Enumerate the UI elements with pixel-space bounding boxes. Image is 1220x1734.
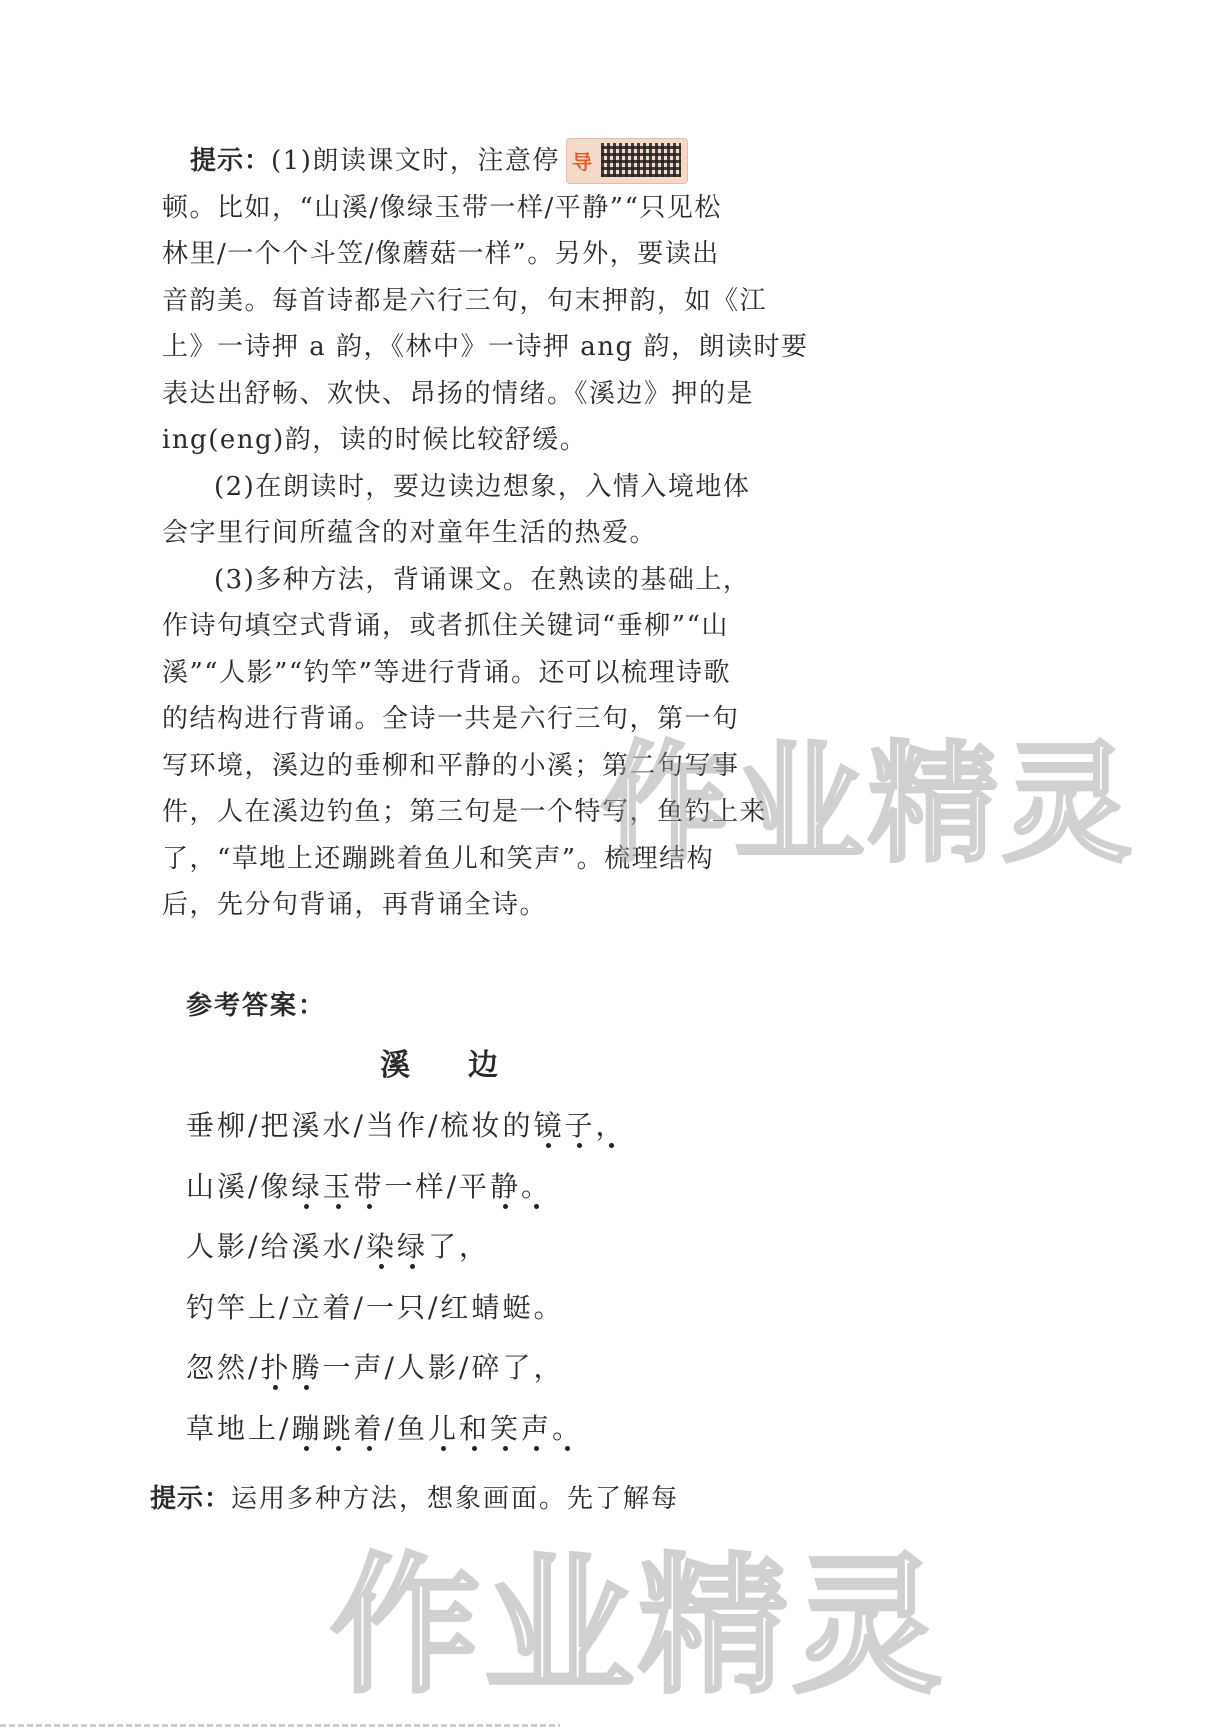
hint-line-15: 了，“草地上还蹦跳着鱼儿和笑声”。梳理结构 (162, 843, 715, 874)
hint-line-8: 会字里行间所蕴含的对童年生活的热爱。 (162, 518, 658, 548)
watermark-bottom: 作业精灵 (330, 1540, 947, 1714)
emphasis-char: 腾 (291, 1351, 323, 1384)
hint-line-0: 提示：(1)朗读课文时，注意停 (190, 146, 560, 176)
guide-char: 导 (572, 150, 592, 174)
emphasis-char: 。 (521, 1169, 553, 1203)
hint-bottom-text: 运用多种方法，想象画面。先了解每 (231, 1484, 680, 1514)
poem-line-4: 钓竿上/立着/一只/红蜻蜓。 (186, 1290, 565, 1324)
poem-line-5: 忽然/扑腾一声/人影/碎了， (186, 1351, 565, 1384)
emphasis-char: 染 (365, 1230, 397, 1263)
hint-block-top (162, 138, 809, 929)
emphasis-char: 扑 (260, 1351, 292, 1384)
hint-line-13: 写环境，溪边的垂柳和平静的小溪；第二句写事 (162, 750, 740, 781)
emphasis-char: 带 (353, 1169, 385, 1203)
hint-line-11: 溪”“人影”“钓竿”等进行背诵。还可以梳理诗歌 (162, 657, 731, 688)
emphasis-char: 和 (459, 1411, 491, 1445)
emphasis-char: 儿 (427, 1411, 459, 1445)
hint-line-2: 林里/一个个斗笠/像蘑菇一样”。另外，要读出 (162, 239, 720, 269)
poem-line-6: 草地上/蹦跳着/鱼儿和笑声。 (186, 1411, 584, 1445)
emphasis-char: 。 (552, 1411, 584, 1445)
emphasis-char: 跳 (322, 1411, 354, 1445)
hint-line-14: 件，人在溪边钓鱼；第三句是一个特写，鱼钓上来 (162, 797, 768, 827)
emphasis-char: 静 (490, 1169, 522, 1203)
hint-line-7: (2)在朗读时，要边读边想象，入情入境地体 (214, 471, 751, 502)
emphasis-char: 着 (353, 1411, 385, 1445)
emphasis-char: 蹦 (291, 1411, 323, 1445)
emphasis-char: 绿 (291, 1169, 323, 1203)
emphasis-char: 子 (564, 1109, 596, 1142)
hint-line-12: 的结构进行背诵。全诗一共是六行三句，第一句 (162, 704, 740, 734)
poem-line-1: 垂柳/把溪水/当作/梳妆的镜子， (186, 1109, 627, 1142)
emphasis-char: 笑 (490, 1411, 522, 1445)
hint-line-16: 后，先分句背诵，再背诵全诗。 (162, 890, 548, 920)
poem (186, 1096, 627, 1459)
poem-line-2: 山溪/像绿玉带一样/平静。 (186, 1169, 553, 1203)
watermark-top: 作业精灵 (600, 728, 1137, 880)
poem-title: 溪边 (380, 1048, 556, 1083)
hint-line-5: 表达出舒畅、欢快、昂扬的情绪。《溪边》押的是 (162, 378, 755, 409)
emphasis-char: ， (595, 1109, 627, 1142)
footer-strip (0, 1724, 560, 1727)
hint-bottom-label: 提示： (150, 1484, 232, 1514)
emphasis-char: 绿 (396, 1230, 428, 1263)
hint-line-3: 音韵美。每首诗都是六行三句，句末押韵，如《江 (162, 285, 768, 316)
emphasis-char: 声 (521, 1411, 553, 1445)
hint-line-4: 上》一诗押 a 韵，《林中》一诗押 ang 韵，朗读时要 (162, 332, 809, 362)
hint-line-9: (3)多种方法，背诵课文。在熟读的基础上， (214, 564, 751, 595)
hint-line-1: 顿。比如，“山溪/像绿玉带一样/平静”“只见松 (162, 192, 722, 223)
hint-label: 提示： (190, 146, 272, 176)
hint-line-6: ing(eng)韵，读的时候比较舒缓。 (162, 425, 588, 455)
hint-line-10: 作诗句填空式背诵，或者抓住关键词“垂柳”“山 (162, 611, 729, 641)
hint-block-bottom (150, 1478, 679, 1515)
answer-label: 参考答案： (186, 991, 327, 1021)
emphasis-char: 玉 (322, 1169, 354, 1203)
poem-line-3: 人影/给溪水/染绿了， (186, 1230, 491, 1263)
emphasis-char: 镜 (533, 1109, 565, 1142)
